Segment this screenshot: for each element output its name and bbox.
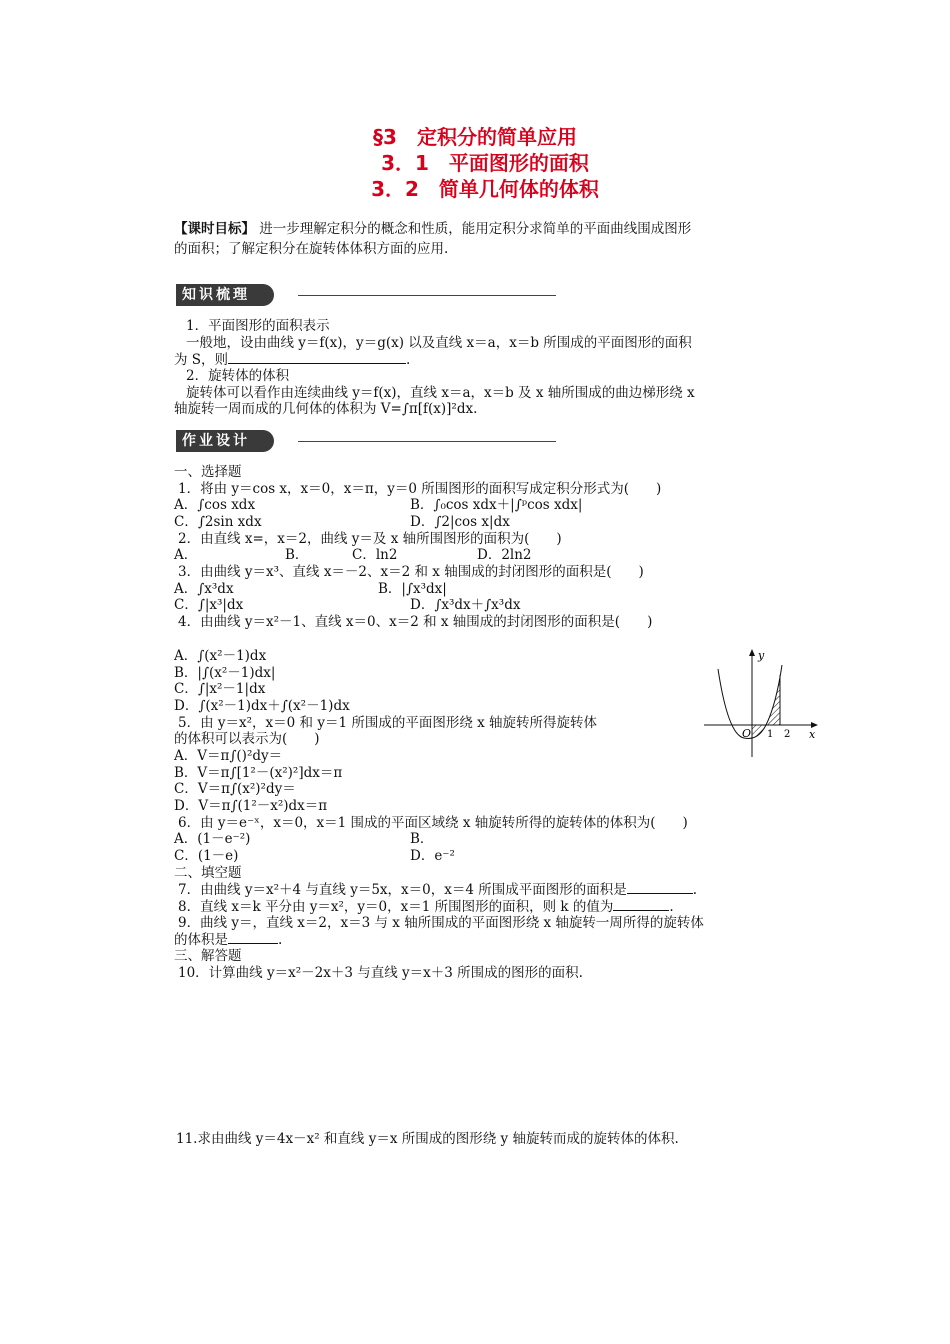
- q1-option-b: B．∫₀cos xdx＋|∫ᵖcos xdx|: [410, 497, 583, 513]
- objective-label: 【课时目标】: [174, 221, 255, 237]
- q3-option-b: B．|∫x³dx|: [378, 581, 447, 597]
- shaded-region-below: [752, 725, 766, 737]
- knowledge-line-6: 轴旋转一周而成的几何体的体积为 V=∫π[f(x)]²dx.: [174, 401, 478, 417]
- knowledge-line-3: [174, 351, 410, 368]
- section-title-2: 3．2 简单几何体的体积: [371, 177, 599, 201]
- banner-rule: [298, 295, 556, 296]
- q6-option-d: D．e⁻²: [410, 848, 455, 864]
- q5-option-b: B．V＝π∫[1²－(x²)²]dx＝π: [174, 765, 343, 781]
- question-6: 6．由 y＝e⁻ˣ，x＝0，x＝1 围成的平面区域绕 x 轴旋转所得的旋转体的体积为( ): [178, 815, 688, 831]
- question-9-tail: .: [278, 932, 283, 948]
- banner-knowledge: [176, 284, 558, 306]
- knowledge-line-1: 1．平面图形的面积表示: [186, 318, 330, 334]
- question-1: 1．将由 y＝cos x，x＝0，x＝π，y＝0 所围图形的面积写成定积分形式为( ): [178, 481, 662, 497]
- question-9-line-2: [174, 931, 282, 948]
- q5-option-c: C．V＝π∫(x²)²dy＝: [174, 781, 296, 797]
- question-2: 2．由直线 x=，x＝2，曲线 y＝及 x 轴所围图形的面积为( ): [178, 531, 562, 547]
- question-8-text: 8．直线 x＝k 平分由 y＝x²，y＝0，x＝1 所围图形的面积，则 k 的值为: [178, 899, 614, 915]
- y-axis-arrow-icon: [749, 649, 755, 656]
- y-axis-label: y: [758, 649, 765, 662]
- part-1-heading: 一、选择题: [174, 464, 242, 480]
- q4-option-d: D．∫(x²－1)dx＋∫(x²－1)dx: [174, 698, 350, 714]
- question-4: 4．由曲线 y＝x²－1、直线 x＝0、x＝2 和 x 轴围成的封闭图形的面积是( ): [178, 614, 653, 630]
- question-5-line-1: 5．由 y＝x²，x＝0 和 y＝1 所围成的平面图形绕 x 轴旋转所得旋转体: [178, 715, 598, 731]
- q5-option-a: A．V＝π∫()²dy＝: [174, 748, 283, 764]
- q4-option-b: B．|∫(x²－1)dx|: [174, 665, 276, 681]
- banner-dot-icon: [276, 436, 286, 446]
- origin-label: O: [742, 727, 752, 740]
- x-axis-label: x: [809, 728, 816, 741]
- q3-option-c: C．∫|x³|dx: [174, 597, 244, 613]
- question-8: [178, 898, 674, 915]
- knowledge-line-3-tail: .: [406, 352, 411, 368]
- q5-option-d: D．V＝π∫(1²－x²)dx＝π: [174, 798, 328, 814]
- banner-rule: [298, 441, 556, 442]
- question-7-tail: .: [692, 882, 698, 898]
- banner-dot-icon: [276, 290, 286, 300]
- q6-option-b: B．: [410, 831, 434, 847]
- q2-option-b: B．: [285, 547, 309, 563]
- knowledge-line-5: 旋转体可以看作由连续曲线 y＝f(x)，直线 x＝a，x＝b 及 x 轴所围成的曲边梯形绕 x: [186, 385, 695, 401]
- parabola-graph: [700, 645, 822, 760]
- q1-option-a: A．∫cos xdx: [174, 497, 256, 513]
- banner-homework-label: 作业设计: [176, 430, 274, 452]
- q3-option-d: D．∫x³dx＋∫x³dx: [410, 597, 521, 613]
- q4-option-a: A．∫(x²－1)dx: [174, 648, 267, 664]
- q6-option-c: C．(1－e): [174, 848, 239, 864]
- chapter-title: §3 定积分的简单应用: [373, 125, 577, 149]
- q2-option-d: D．2ln2: [477, 547, 532, 563]
- objective-text-1: 进一步理解定积分的概念和性质，能用定积分求简单的平面曲线围成图形: [259, 221, 692, 237]
- q2-option-c: C．ln2: [352, 547, 398, 563]
- banner-knowledge-label: 知识梳理: [176, 284, 274, 306]
- knowledge-line-2: 一般地，设由曲线 y＝f(x)，y＝g(x) 以及直线 x＝a，x＝b 所围成的平面图形的面积: [186, 335, 692, 351]
- title-block: [0, 124, 950, 202]
- question-9-text: 的体积是: [174, 932, 228, 948]
- objective-paragraph: [174, 219, 806, 259]
- q6-option-a: A．(1－e⁻²): [174, 831, 251, 847]
- banner-homework: [176, 430, 558, 452]
- answer-blank: [228, 931, 278, 944]
- q4-option-c: C．∫|x²－1|dx: [174, 681, 266, 697]
- tick-label-1: 1: [767, 729, 774, 740]
- question-10: 10．计算曲线 y＝x²－2x＋3 与直线 y＝x＋3 所围成的图形的面积.: [178, 965, 583, 981]
- knowledge-line-3-text: 为 S，则: [174, 352, 229, 368]
- question-11: 11.求由曲线 y＝4x－x² 和直线 y＝x 所围成的图形绕 y 轴旋转而成的旋转体的体积.: [176, 1131, 679, 1147]
- knowledge-line-4: 2．旋转体的体积: [186, 368, 290, 384]
- question-7: [178, 881, 697, 898]
- q3-option-a: A．∫x³dx: [174, 581, 234, 597]
- question-3: 3．由曲线 y＝x³、直线 x＝－2、x＝2 和 x 轴围成的封闭图形的面积是( ): [178, 564, 644, 580]
- question-7-text: 7．由曲线 y＝x²＋4 与直线 y＝5x，x＝0，x＝4 所围成平面图形的面积是: [178, 882, 627, 898]
- part-2-heading: 二、填空题: [174, 865, 242, 881]
- objective-text-2: 的面积；了解定积分在旋转体体积方面的应用.: [174, 241, 449, 257]
- section-title-1: 3．1 平面图形的面积: [381, 151, 589, 175]
- shaded-region-above: [766, 675, 780, 725]
- q1-option-c: C．∫2sin xdx: [174, 514, 262, 530]
- q1-option-d: D．∫2|cos x|dx: [410, 514, 510, 530]
- answer-blank: [228, 351, 406, 364]
- question-8-tail: .: [669, 899, 674, 915]
- answer-blank: [613, 898, 669, 911]
- question-9-line-1: 9．曲线 y＝，直线 x＝2，x＝3 与 x 轴所围成的平面图形绕 x 轴旋转一周所得的旋转体: [178, 915, 704, 931]
- tick-label-2: 2: [784, 729, 791, 740]
- q2-option-a: A．: [174, 547, 198, 563]
- part-3-heading: 三、解答题: [174, 948, 242, 964]
- question-5-line-2: 的体积可以表示为( ): [174, 731, 320, 747]
- answer-blank: [627, 881, 693, 894]
